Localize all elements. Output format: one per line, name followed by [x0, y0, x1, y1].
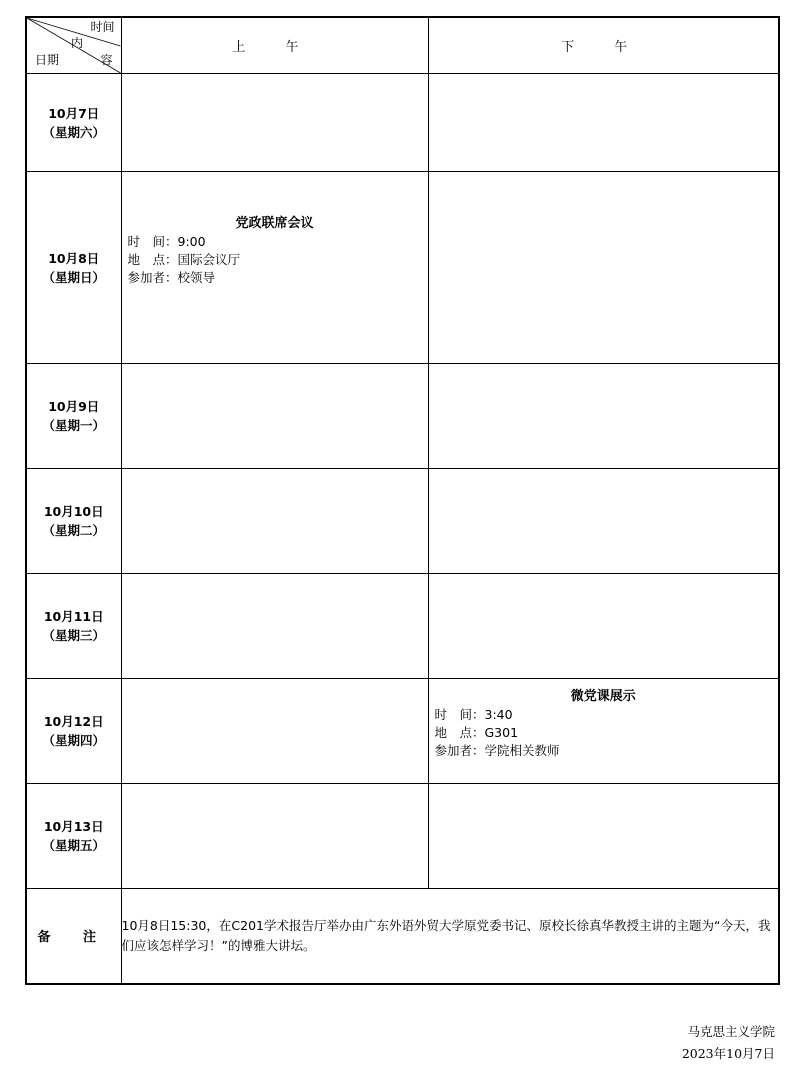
event-time: 时 间：9:00: [127, 234, 206, 249]
day-row: [26, 469, 779, 574]
date-label: 10月7日: [48, 105, 100, 121]
date-label: 10月11日: [43, 609, 104, 624]
weekday-label: （星期日）: [42, 269, 105, 285]
afternoon-slot: [428, 364, 779, 469]
date-cell: [26, 364, 121, 469]
remarks-label: 备 注: [26, 889, 121, 984]
weekday-label: （星期三）: [42, 628, 105, 643]
day-row: [26, 679, 779, 784]
afternoon-slot: [428, 172, 779, 364]
afternoon-slot: [428, 679, 779, 784]
weekly-schedule-table: [25, 16, 780, 985]
date-cell: [26, 172, 121, 364]
weekday-label: （星期二）: [42, 523, 105, 538]
corner-label-time: 时间: [90, 20, 115, 34]
date-label: 10月9日: [48, 399, 100, 414]
day-row: [26, 74, 779, 172]
date-cell: [26, 679, 121, 784]
morning-slot: [121, 784, 428, 889]
morning-slot: [121, 74, 428, 172]
diagonal-header-cell: [26, 17, 121, 74]
header-row: [26, 17, 779, 74]
weekday-label: （星期五）: [42, 838, 105, 853]
afternoon-slot: [428, 469, 779, 574]
morning-slot: [121, 172, 428, 364]
date-cell: [26, 574, 121, 679]
morning-column-header: 上 午: [121, 17, 428, 74]
afternoon-slot: [428, 74, 779, 172]
event-time: 时 间：3:40: [434, 707, 513, 722]
afternoon-slot: [428, 784, 779, 889]
event-block: [122, 172, 428, 287]
event-attendees: 参加者：校领导: [127, 270, 216, 285]
weekday-label: （星期一）: [42, 418, 105, 433]
remarks-text: 10月8日15:30，在C201学术报告厅举办由广东外语外贸大学原党委书记、原校长徐真华教授主讲的主题为“今天，我们应该怎样学习！”的博雅大讲坛。: [121, 889, 779, 984]
footer-signature: [682, 1021, 775, 1065]
afternoon-column-header: 下 午: [428, 17, 779, 74]
weekday-label: （星期六）: [42, 124, 105, 140]
morning-slot: [121, 679, 428, 784]
event-title: 党政联席会议: [235, 216, 314, 231]
date-label: 10月12日: [43, 714, 104, 729]
weekday-label: （星期四）: [42, 733, 105, 748]
date-cell: [26, 469, 121, 574]
corner-label-nei: 内: [71, 36, 84, 50]
afternoon-slot: [428, 574, 779, 679]
event-block: [429, 679, 779, 760]
morning-slot: [121, 469, 428, 574]
morning-slot: [121, 364, 428, 469]
footer-date: 2023年10月7日: [681, 1046, 775, 1061]
event-title: 微党课展示: [570, 689, 636, 704]
remarks-row: [26, 889, 779, 984]
date-label: 10月13日: [43, 819, 104, 834]
event-place: 地 点：G301: [434, 725, 519, 740]
day-row: [26, 172, 779, 364]
event-attendees: 参加者：学院相关教师: [434, 743, 560, 758]
day-row: [26, 784, 779, 889]
corner-label-date: 日期: [35, 53, 60, 67]
date-label: 10月10日: [43, 504, 104, 519]
event-place: 地 点：国际会议厅: [127, 252, 241, 267]
day-row: [26, 574, 779, 679]
footer-organization: 马克思主义学院: [687, 1024, 775, 1039]
morning-slot: [121, 574, 428, 679]
date-cell: [26, 784, 121, 889]
date-cell: [26, 74, 121, 172]
date-label: 10月8日: [48, 250, 100, 266]
day-row: [26, 364, 779, 469]
corner-label-rong: 容: [100, 53, 113, 67]
